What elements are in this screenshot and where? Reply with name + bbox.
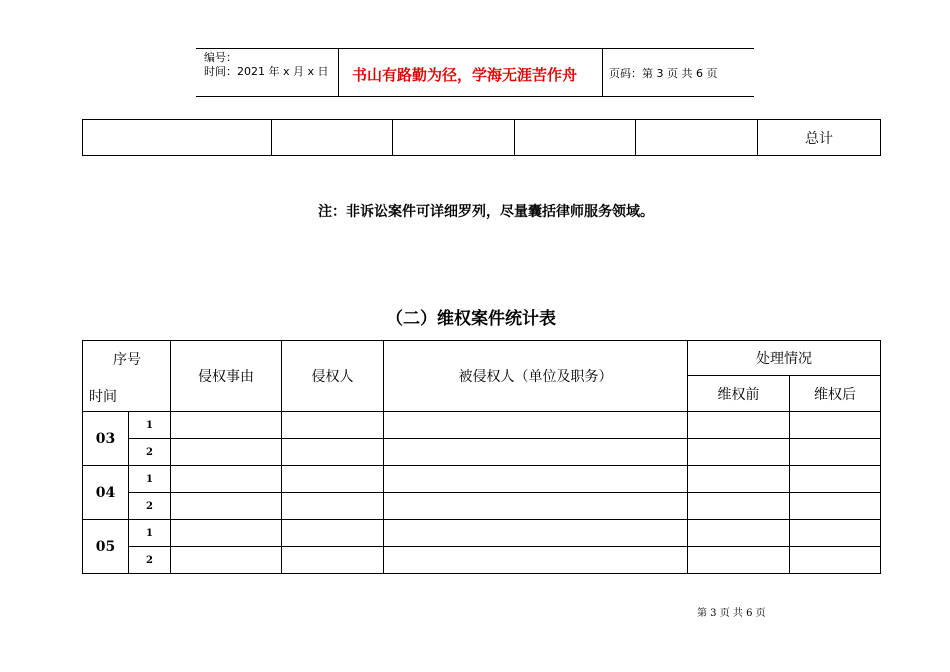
table-cell (790, 493, 881, 520)
table-cell (688, 466, 790, 493)
corner-label-time: 时间 (89, 389, 117, 405)
table-cell (282, 493, 384, 520)
table-cell (688, 493, 790, 520)
table-cell (171, 466, 282, 493)
summary-cell (393, 120, 515, 156)
col-header-before: 维权前 (688, 376, 790, 412)
group-label: 04 (83, 466, 129, 520)
table-cell (282, 466, 384, 493)
table-cell (282, 412, 384, 439)
table-cell (171, 439, 282, 466)
note-text: 注：非诉讼案件可详细罗列，尽量囊括律师服务领域。 (318, 204, 654, 220)
summary-table (82, 119, 881, 156)
table-cell (171, 547, 282, 574)
table-row (83, 493, 881, 520)
table-cell (790, 547, 881, 574)
table-cell (171, 412, 282, 439)
col-header-victim: 被侵权人（单位及职务） (384, 341, 688, 412)
corner-label-serial: 序号 (113, 352, 141, 368)
sub-row-number: 2 (129, 493, 171, 520)
summary-total-label: 总计 (758, 120, 881, 156)
table-cell (384, 493, 688, 520)
table-cell (282, 520, 384, 547)
col-header-reason: 侵权事由 (171, 341, 282, 412)
table-cell (282, 439, 384, 466)
summary-cell (636, 120, 758, 156)
table-cell (171, 493, 282, 520)
section-title: （二）维权案件统计表 (386, 309, 556, 329)
sub-row-number: 1 (129, 520, 171, 547)
sub-row-number: 1 (129, 412, 171, 439)
group-label: 05 (83, 520, 129, 574)
table-cell (384, 520, 688, 547)
table-cell (688, 439, 790, 466)
header-divider-right (602, 48, 603, 96)
header-bottom-rule (196, 96, 754, 97)
group-label: 03 (83, 412, 129, 466)
summary-cell (272, 120, 393, 156)
header-top-rule (196, 48, 754, 49)
rights-table (82, 340, 881, 574)
table-cell (688, 412, 790, 439)
table-cell (384, 412, 688, 439)
header-motto: 书山有路勤为径，学海无涯苦作舟 (352, 66, 578, 84)
table-row (83, 520, 881, 547)
table-row (83, 439, 881, 466)
table-cell (790, 466, 881, 493)
header-number-label: 编号： (204, 51, 237, 64)
corner-header-cell (83, 341, 171, 412)
sub-row-number: 1 (129, 466, 171, 493)
header-divider-left (338, 48, 339, 96)
table-cell (790, 520, 881, 547)
table-cell (171, 520, 282, 547)
table-cell (282, 547, 384, 574)
page-footer: 第 3 页 共 6 页 (697, 608, 766, 619)
table-cell (384, 439, 688, 466)
sub-row-number: 2 (129, 547, 171, 574)
col-header-infringer: 侵权人 (282, 341, 384, 412)
header-time-label: 时间：2021 年 x 月 x 日 (204, 65, 329, 78)
table-row (83, 412, 881, 439)
table-cell (384, 466, 688, 493)
sub-row-number: 2 (129, 439, 171, 466)
table-cell (790, 412, 881, 439)
table-row (83, 466, 881, 493)
table-cell (688, 520, 790, 547)
table-cell (790, 439, 881, 466)
table-cell (384, 547, 688, 574)
col-header-handling: 处理情况 (688, 341, 881, 376)
summary-cell (515, 120, 636, 156)
summary-cell (83, 120, 272, 156)
header-page-info: 页码：第 3 页 共 6 页 (609, 67, 718, 80)
table-cell (688, 547, 790, 574)
col-header-after: 维权后 (790, 376, 881, 412)
table-row (83, 547, 881, 574)
